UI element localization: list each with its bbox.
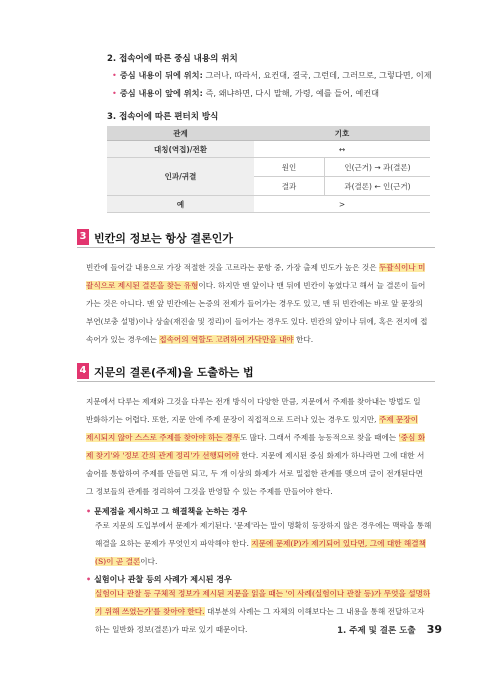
page-footer: [337, 618, 442, 637]
paragraph-line: [95, 553, 431, 571]
table-header-cell: 기호: [254, 126, 430, 141]
text-segment: 이다. 하지만 맨 앞이나 맨 뒤에 빈칸이 놓였다고 해서 늘 결론이 들어: [198, 281, 426, 290]
highlighted-text: 제시되지 않아 스스로 주제를 찾아야 하는 경우: [86, 433, 240, 442]
highlighted-text: 실험이나 관찰 등 구체적 정보가 제시된 지문을 읽을 때는 '이 사례(실험이나 관찰 등)가 무엇을 설명하: [95, 589, 431, 598]
footer-chapter-label: 1. 주제 및 결론 도출: [337, 626, 416, 636]
highlighted-text: 주제 문장이: [378, 415, 419, 424]
subsection1-heading: • 문제점을 제시하고 그 해결책을 논하는 경우: [86, 507, 248, 516]
paragraph-line: [86, 429, 425, 447]
table-row-label: 예: [107, 196, 254, 213]
table-cell: 인(근거) → 과(결론): [325, 158, 431, 177]
table-cell: 원인: [254, 158, 325, 177]
chapter4-number-badge: 4: [77, 363, 89, 379]
highlighted-text: 지문에 문제(P)가 제기되어 있다면, 그에 대한 해결책: [251, 539, 426, 548]
text-segment: 지문에서 다루는 제재와 그것을 다루는 전개 방식이 다양한 만큼, 지문에서 주제를 찾아내는 방법도 일: [86, 397, 421, 406]
chapter4-title: 지문의 결론(주제)을 도출하는 법: [94, 366, 254, 379]
paragraph-line: [95, 535, 431, 553]
text-segment: 해결을 요하는 문제가 무엇인지 파악해야 한다.: [95, 539, 252, 548]
paragraph-line: [86, 483, 425, 501]
table-cell: ↔: [254, 141, 430, 158]
highlighted-text: '중심 화: [398, 433, 426, 442]
table-cell: 과(결론) ← 인(근거): [325, 177, 431, 196]
chapter4-divider: [77, 381, 435, 382]
highlighted-text: 제 찾기'와 '정보 간의 관계 정리'가 선행되어야: [86, 451, 239, 460]
highlighted-text: 기 위해 쓰였는가'를 찾아야 한다.: [95, 607, 205, 616]
chapter3-title: 빈칸의 정보는 항상 결론인가: [94, 232, 233, 245]
text-segment: 술어를 통합하여 주제를 만들면 되고, 두 개 이상의 화제가 서로 밀접한 관계를 맺으며 글이 전개된다면: [86, 469, 423, 478]
bullet-dot-icon: •: [86, 575, 92, 584]
highlighted-text: 접속어의 역할도 고려하여 가닥만을 내야: [159, 335, 294, 344]
paragraph-line: [86, 313, 427, 331]
section2-title: 2. 접속어에 따른 중심 내용의 위치: [107, 54, 238, 64]
paragraph-line: [95, 585, 430, 603]
bullet-dot-icon: •: [112, 70, 117, 80]
chapter3-body: [86, 259, 427, 349]
highlighted-text: 두괄식이나 미: [378, 263, 426, 272]
paragraph-line: [86, 465, 425, 483]
paragraph-line: [95, 517, 431, 535]
text-segment: 한다.: [293, 335, 314, 344]
text-segment: 대부분의 사례는 그 자체의 이해보다는 그 내용을 통해 전달하고자: [204, 607, 425, 616]
chapter3-number-badge: 3: [77, 229, 89, 245]
highlighted-text: 괄식으로 제시된 결론을 찾는 유형: [86, 281, 199, 290]
text-segment: 가는 것은 아니다. 맨 앞 빈칸에는 논증의 전제가 들어가는 경우도 있고, 맨 뒤 빈칸에는 바로 앞 문장의: [86, 299, 423, 308]
page-number: 39: [426, 623, 442, 636]
text-segment: 한다. 지문에 제시된 중심 화제가 하나라면 그에 대한 서: [238, 451, 425, 460]
paragraph-line: [86, 295, 427, 313]
table-row-label: 대칭(역접)/전환: [107, 141, 254, 158]
table-cell: >: [254, 196, 430, 213]
subsection2-heading: • 실험이나 관찰 등의 사례가 제시된 경우: [86, 575, 232, 584]
bullet-dot-icon: •: [112, 88, 117, 98]
table-row: [107, 141, 430, 158]
section2-bullet-1: • 중심 내용이 뒤에 위치: 그러나, 따라서, 요컨대, 결국, 그런데, 그러므로, 그렇다면, 이제: [112, 70, 432, 80]
text-segment: 하는 일반화 정보(결론)가 따로 있기 때문이다.: [95, 625, 248, 634]
table-header-row: [107, 126, 430, 141]
table-row: [107, 158, 430, 177]
paragraph-line: [86, 411, 425, 429]
text-segment: 이다.: [140, 557, 158, 566]
section3-title: 3. 접속어에 따른 편터치 방식: [107, 112, 219, 122]
bullet-dot-icon: •: [86, 507, 92, 516]
section2-bullet-2: • 중심 내용이 앞에 위치: 즉, 왜냐하면, 다시 말해, 가령, 예를 들어, 예컨대: [112, 88, 380, 98]
paragraph-line: [86, 277, 427, 295]
chapter3-divider: [77, 247, 435, 248]
text-segment: 주로 지문의 도입부에서 문제가 제기된다. '문제'라는 말이 명확히 등장하지 않은 경우에는 맥락을 통해: [95, 521, 432, 530]
paragraph-line: [86, 331, 427, 349]
text-segment: 부연(보충 설명)이나 상술(재진술 및 정리)이 들어가는 경우도 있다. 빈칸의 앞이나 뒤에, 혹은 전지에 접: [86, 317, 428, 326]
highlighted-text: (S)이 곧 결론: [95, 557, 141, 566]
text-segment: 빈칸에 들어갈 내용으로 가장 적절한 것을 고르라는 문항 중, 가장 출제 빈도가 높은 것은: [86, 263, 379, 272]
table-row: [107, 196, 430, 213]
table-row-label: 인과/귀결: [107, 158, 254, 196]
paragraph-line: [86, 259, 427, 277]
paragraph-line: [86, 447, 425, 465]
subsection1-body: [95, 517, 431, 571]
text-segment: 반화하기는 어렵다. 또한, 지문 안에 주제 문장이 직접적으로 드러나 있는 경우도 있지만,: [86, 415, 379, 424]
relation-table: [107, 126, 430, 213]
table-header-cell: 관계: [107, 126, 254, 141]
paragraph-line: [86, 393, 425, 411]
table-cell: 결과: [254, 177, 325, 196]
text-segment: 도 많다. 그래서 주제를 능동적으로 찾을 때에는: [239, 433, 399, 442]
text-segment: 속어가 있는 경우에는: [86, 335, 160, 344]
chapter4-body: [86, 393, 425, 501]
text-segment: 그 정보들의 관계를 정리하여 그것을 반영할 수 있는 주제를 만들어야 한다.: [86, 487, 333, 496]
